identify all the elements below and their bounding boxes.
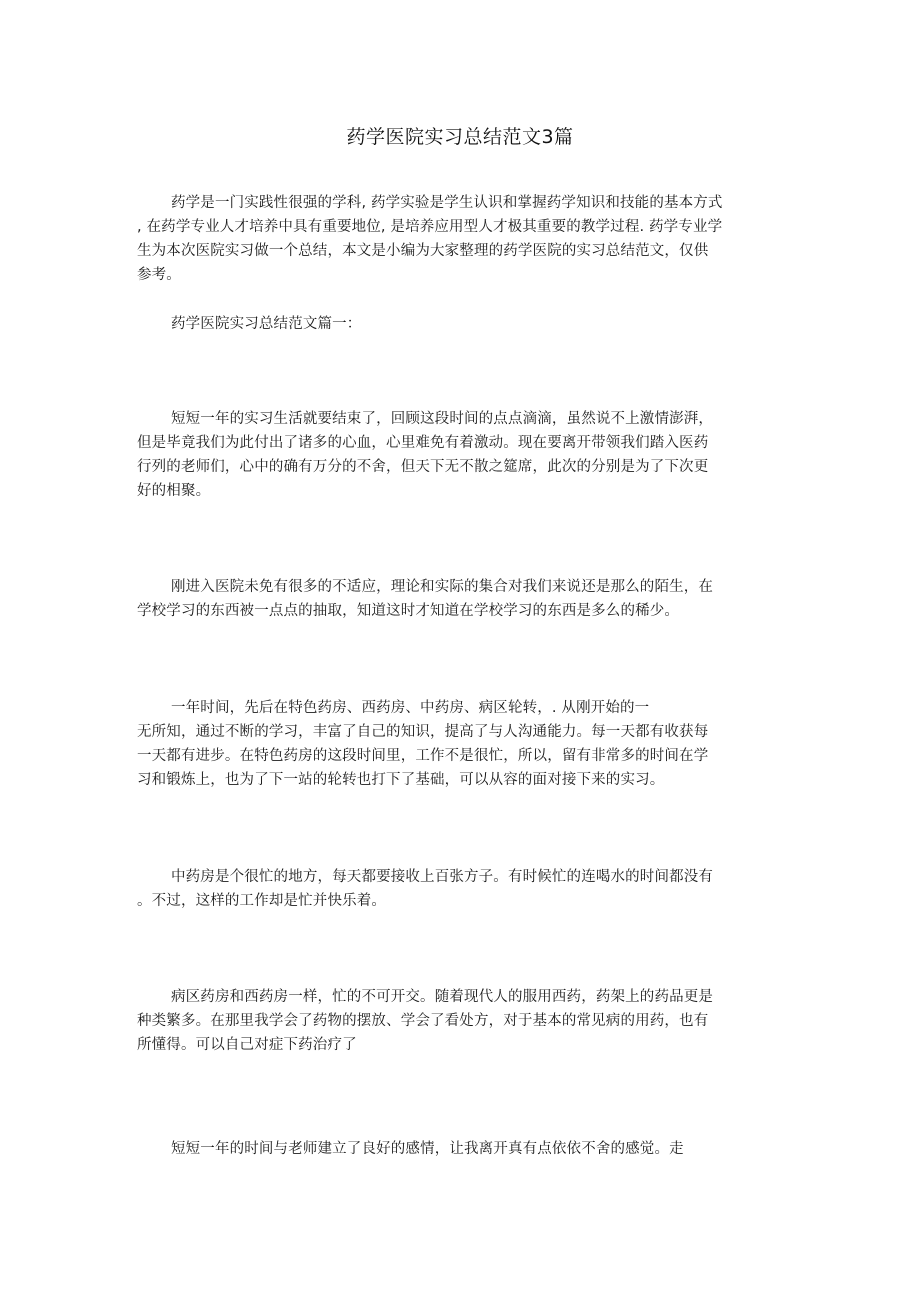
paragraph-line: 短短一年的时间与老师建立了良好的感情，让我离开真有点依依不舍的感觉。走 xyxy=(171,1141,684,1157)
paragraph-line: 短短一年的实习生活就要结束了，回顾这段时间的点点滴滴，虽然说不上激情澎湃， xyxy=(171,411,714,427)
paragraph-line: 好的相聚。 xyxy=(137,483,211,499)
paragraph-line: 中药房是个很忙的地方，每天都要接收上百张方子。有时候忙的连喝水的时间都没有 xyxy=(171,869,714,885)
paragraph-line: 刚进入医院未免有很多的不适应，理论和实际的集合对我们来说还是那么的陌生，在 xyxy=(171,579,714,595)
paragraph-line: 但是毕竟我们为此付出了诸多的心血，心里难免有着激动。现在要离开带领我们踏入医药 xyxy=(137,435,709,451)
paragraph-line: 种类繁多。在那里我学会了药物的摆放、学会了看处方，对于基本的常见病的用药，也有 xyxy=(137,1013,709,1029)
paragraph-line: 。不过，这样的工作却是忙并快乐着。 xyxy=(137,893,387,909)
paragraph-line: 无所知，通过不断的学习，丰富了自己的知识，提高了与人沟通能力。每一天都有收获每 xyxy=(137,724,709,740)
intro-line: 参考。 xyxy=(137,267,181,283)
paragraph-line: 一年时间，先后在特色药房、西药房、中药房、病区轮转，. 从刚开始的一 xyxy=(171,700,650,716)
paragraph-line: 行列的老师们，心中的确有万分的不舍，但天下无不散之筵席，此次的分别是为了下次更 xyxy=(137,459,709,475)
document-title: 药学医院实习总结范文3篇 xyxy=(346,126,574,148)
section-heading: 药学医院实习总结范文篇一： xyxy=(171,316,362,332)
paragraph-line: 一天都有进步。在特色药房的这段时间里，工作不是很忙，所以，留有非常多的时间在学 xyxy=(137,748,709,764)
paragraph-line: 习和锻炼上，也为了下一站的轮转也打下了基础，可以从容的面对接下来的实习。 xyxy=(137,772,665,788)
intro-line: 生为本次医院实习做一个总结，本文是小编为大家整理的药学医院的实习总结范文，仅供 xyxy=(137,243,709,259)
paragraph-line: 病区药房和西药房一样，忙的不可开交。随着现代人的服用西药，药架上的药品更是 xyxy=(171,989,714,1005)
intro-line: 药学是一门实践性很强的学科, 药学实验是学生认识和掌握药学知识和技能的基本方式 xyxy=(171,195,723,211)
paragraph-line: 所懂得。可以自己对症下药治疗了 xyxy=(137,1037,357,1053)
intro-line: , 在药学专业人才培养中具有重要地位, 是培养应用型人才极其重要的教学过程. 药学专业学 xyxy=(137,219,723,235)
paragraph-line: 学校学习的东西被一点点的抽取，知道这时才知道在学校学习的东西是多么的稀少。 xyxy=(137,603,680,619)
